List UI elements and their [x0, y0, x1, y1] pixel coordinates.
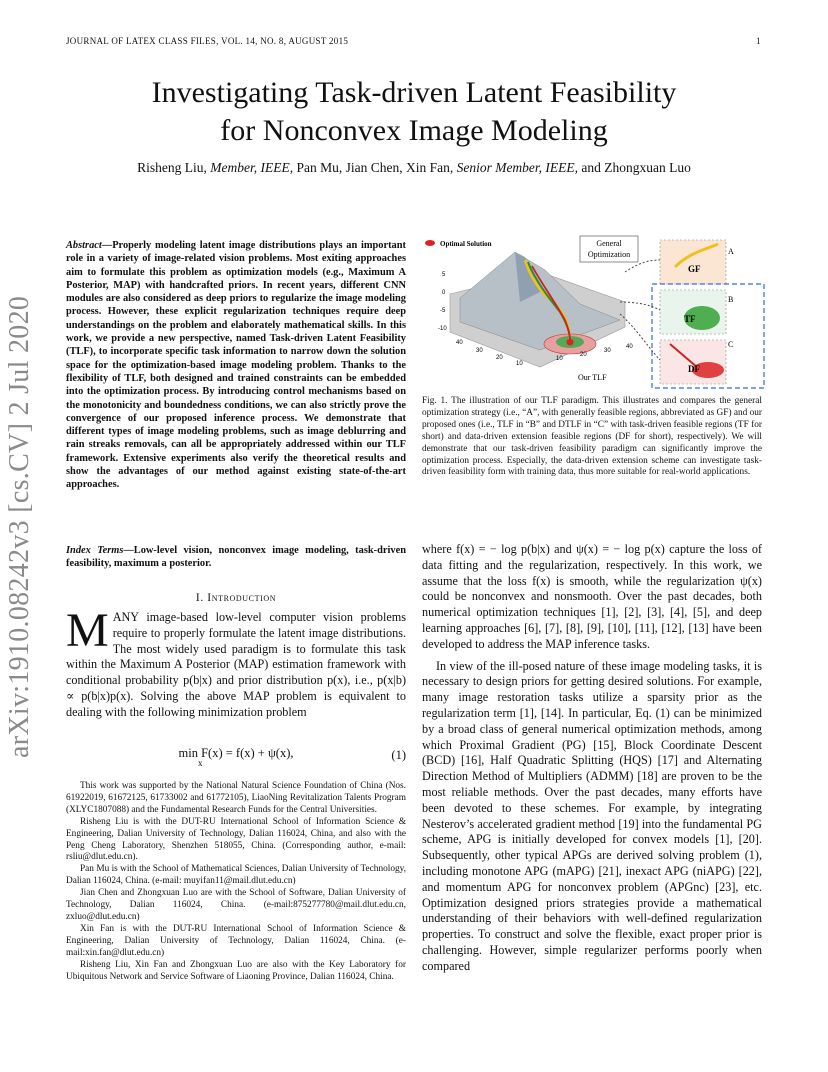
footnote: Xin Fan is with the DUT-RU International School of Information Science & Engineering, Dalian University of Technology, Dalian 116024, China. (e-mail:xin.fan@dlut.edu.cn): [66, 923, 406, 958]
page-number: 1: [756, 36, 761, 46]
panel-b-letter: B: [728, 295, 734, 304]
intro-text: ANY image-based low-level computer vision problems require to properly formulate the latent image distributions. The most widely used paradigm is to formulate this task within the Maximum A Posterior (MAP) estimation framework with conditional probability p(b|x) and prior distribution p(x), i.e., p(x|b) ∝ p(b|x)p(x). Solving the above MAP problem is equivalent to dealing with the following minimization problem: [66, 610, 406, 719]
z-tick: 0: [442, 290, 446, 296]
section-heading: [66, 592, 406, 604]
index-terms-lead: Index Terms: [66, 545, 124, 556]
title-line-1: Investigating Task-driven Latent Feasibility: [151, 76, 677, 109]
arrow-to-c: [620, 314, 660, 360]
figure-1: [420, 232, 768, 390]
intro-paragraph: [66, 604, 406, 721]
index-terms: [66, 544, 406, 571]
equation-body: min F(x) = f(x) + ψ(x),: [178, 746, 294, 760]
df-label: DF: [688, 364, 700, 374]
dropcap: M: [66, 604, 109, 657]
equation-subscript: x: [198, 758, 203, 768]
footnote: Risheng Liu is with the DUT-RU International School of Information Science & Engineering, Dalian University of Technology, Dalian 116024, China, and also with the Peng Cheng Laboratory, Shenzhen 518055, China. (Corresponding author, e-mail: rsliu@dlut.edu.cn).: [66, 816, 406, 863]
x-tick: 40: [456, 340, 463, 346]
author-list: [40, 160, 788, 176]
panel-c-letter: C: [728, 340, 734, 349]
author-1-role: Member, IEEE,: [210, 160, 294, 175]
y-tick: 20: [580, 352, 587, 358]
panel-a: [660, 240, 726, 284]
general-label-2: Optimization: [587, 250, 631, 259]
arrow-to-b: [620, 302, 660, 310]
footnote: Risheng Liu, Xin Fan and Zhongxuan Luo are also with the Key Laboratory for Ubiquitous Network and Service Software of Liaoning Province, Dalian 116024, China.: [66, 959, 406, 982]
z-tick: 5: [442, 272, 446, 278]
footnotes: [66, 781, 406, 983]
footnote: Jian Chen and Zhongxuan Luo are with the School of Software, Dalian University of Technology, Dalian 116024, China. (e-mail:875277780@mail.dlut.edu.cn, zxluo@dlut.edu.cn): [66, 888, 406, 922]
z-tick: -5: [440, 308, 446, 314]
figure-1-illustration: [420, 232, 768, 390]
tf-label: TF: [684, 314, 696, 324]
general-label: General: [596, 239, 622, 248]
abstract: [66, 239, 406, 492]
paragraph-2: In view of the ill-posed nature of these image modeling tasks, it is necessary to design priors for getting desired solutions. For example, many image restoration tasks utilize a sparsity prior as the regularization term [1], [14]. In particular, Eq. (1) can be minimized by a broad class of general numerical optimization methods, among which Proximal Gradient (PG) [15], Block Coordinate Descent (BCD) [16], Half Quadratic Splitting (HQS) [17] and Alternating Direction Method of Multipliers (ADMM) [18] are proven to be the most reliable methods. Over the past decades, many efforts have been devoted to these schemes. For example, by integrating Nesterov’s accelerated gradient method [19] into the fundamental PG scheme, APG is initially developed for convex models [1], [20]. Subsequently, other typical APGs are derived solving problem (1), including monotone APG (mAPG) [21], inexact APG (niAPG) [22], and momentum APG for nonconvex problem (APGnc) [23], etc. Optimization designed priors strategies provide a mathematical understanding of their behaviors with well-defined regularization properties. To construct and solve the flexible, exact proper prior is challenging. However, simple regularizer performs poorly when compared: [422, 658, 762, 973]
legend-marker: [425, 240, 435, 246]
author-3: and Zhongxuan Luo: [581, 160, 691, 175]
index-terms-text: —Low-level vision, nonconvex image modeling, task-driven feasibility, maximum a posterior.: [66, 545, 406, 570]
abstract-lead: Abstract: [66, 240, 102, 251]
gf-label: GF: [688, 264, 701, 274]
y-tick: 10: [556, 356, 563, 362]
right-column: [422, 542, 762, 981]
x-tick: 30: [476, 348, 483, 354]
y-tick: 30: [604, 348, 611, 354]
x-tick: 10: [516, 361, 523, 367]
section-title: Introduction: [207, 592, 277, 604]
our-tlf-label: Our TLF: [578, 373, 607, 382]
y-tick: 40: [626, 344, 633, 350]
equation-1: [66, 746, 406, 768]
author-2: Pan Mu, Jian Chen, Xin Fan,: [296, 160, 454, 175]
footnote: This work was supported by the National Natural Science Foundation of China (Nos. 61922019, 61672125, 61733002 and 61772105), LiaoNing Revitalization Talents Program (XLYC1807088) and the Fundamental Research Funds for the Central Universities.: [66, 781, 406, 815]
running-header: JOURNAL OF LATEX CLASS FILES, VOL. 14, NO. 8, AUGUST 2015: [66, 36, 349, 46]
abstract-text: —Properly modeling latent image distributions plays an important role in a variety of image-related vision problems. Most exiting approaches aim to formulate this problem as optimization models (e.g., Maximum A Posterior, MAP) with handcrafted priors. In recent years, different CNN modules are also considered as deep priors to regularize the image modeling process. However, these explicit regularization techniques require deep understandings on the problem and elaborately mathematical skills. In this work, we provide a new perspective, named Task-driven Latent Feasibility (TLF), to incorporate specific task information to narrow down the solution space for the optimization-based image modeling problem. Thanks to the flexibility of TLF, both designed and trained constraints can be embedded into the optimization process. By introducing control mechanisms based on the monotonicity and boundedness conditions, we can also strictly prove the convergence of our proposed inference process. We demonstrate that different types of image modeling problems, such as image deblurring and rain streaks removals, can all be appropriately addressed within our TLF framework. Extensive experiments also verify the theoretical results and show the advantages of our method against existing state-of-the-art approaches.: [66, 240, 406, 491]
footnote: Pan Mu is with the School of Mathematical Sciences, Dalian University of Technology, Dalian 116024, China. (e-mail: muyifan11@mail.dlut.edu.cn): [66, 864, 406, 887]
arxiv-stamp: arXiv:1910.08242v3 [cs.CV] 2 Jul 2020: [4, 295, 35, 758]
author-2-role: Senior Member, IEEE,: [456, 160, 579, 175]
x-tick: 20: [496, 355, 503, 361]
title-line-2: for Nonconvex Image Modeling: [220, 114, 608, 147]
figure-caption: Fig. 1. The illustration of our TLF paradigm. This illustrates and compares the general optimization strategy (i.e., “A”, with generally feasible regions, abbreviated as GF) and our proposed ones (i.e., TLF in “B” and DTLF in “C” with task-driven feasible regions (TF for short) and data-driven extension feasible regions (DF for short), respectively). We will demonstrate that our task-driven feasibility paradigm can significantly improve the optimization process. Especially, the data-driven extension scheme can investigate task-driven feasibility form with training data, thus more suitable for real-world applications.: [422, 396, 762, 478]
paper-title: [60, 74, 768, 150]
legend-label: Optimal Solution: [440, 240, 492, 248]
panel-c: [660, 340, 726, 384]
section-number: I.: [195, 592, 204, 604]
author-1: Risheng Liu,: [137, 160, 207, 175]
panel-a-letter: A: [728, 247, 734, 256]
z-tick: -10: [438, 326, 447, 332]
paragraph-1: where f(x) = − log p(b|x) and ψ(x) = − log p(x) capture the loss of data fitting and the regularization, respectively. In this work, we assume that the loss f(x) is smooth, while the regularization ψ(x) could be nonconvex and nonsmooth. Over the past decades, both numerical optimization techniques [1], [2], [3], [4], [5], and deep learning approaches [6], [7], [8], [9], [10], [11], [12], [13] have been developed to address the MAP inference tasks.: [422, 542, 762, 651]
equation-number: (1): [391, 748, 406, 762]
